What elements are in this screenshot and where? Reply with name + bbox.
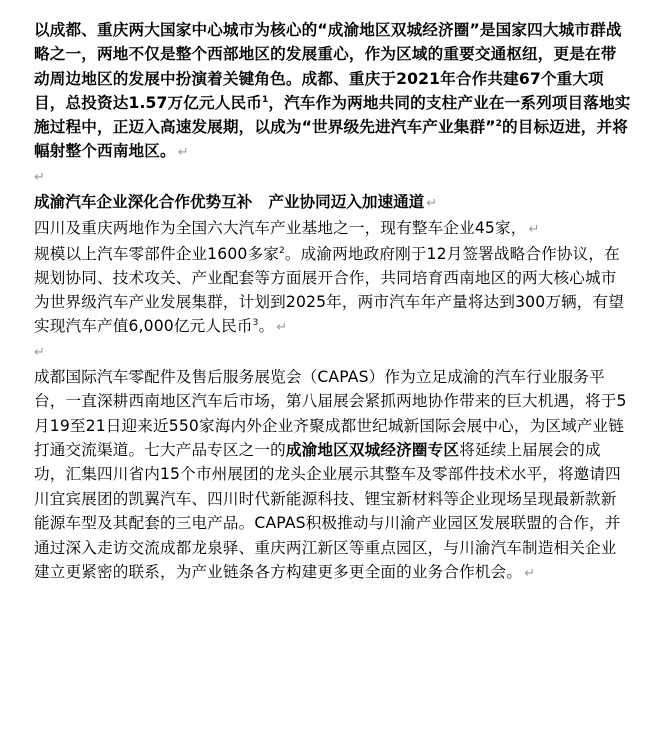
paragraph-mark-icon: ↵ bbox=[34, 169, 45, 185]
intro-text-c: 的目标迈进，并将幅射整个西南地区。 bbox=[34, 118, 628, 161]
paragraph-mark-icon: ↵ bbox=[426, 196, 438, 212]
footnote-ref: 1 bbox=[262, 94, 269, 105]
footnote-ref: 2 bbox=[495, 119, 503, 129]
line-break-mark-icon: ↵ bbox=[528, 222, 540, 238]
section-heading-right: 产业协同迈入加速通道 bbox=[268, 193, 425, 212]
section-heading bbox=[34, 190, 632, 216]
intro-text-a: 以成都、重庆两大国家中心城市为核心的“成渝地区双城经济圈”是国家四大城市群战略之一，两地不仅是整个西部地区的发展重心，作为区域的重要交通枢纽，更是在带动周边地区的发展中扮演着关键角色。成都、重庆于2021年合作共建67个重大项目，总投资达1.57万亿元人民币 bbox=[34, 21, 622, 112]
para3-text-b: 将延续上届展会的成功，汇集四川省内15个市州展团的龙头企业展示其整车及零部件技术水平，将邀请四川宜宾展团的凯翼汽车、四川时代新能源科技、锂宝新材料等企业现场呈现最新款新能源车型及其配套的三电产品。CAPAS积极推动与川渝产业园区发展联盟的合作，并通过深入走访交流成都龙泉驿、重庆两江新区等重点园区，与川渝汽车制造相关企业建立更紧密的联系，为产业链条各方构建更多更全面的业务合作机会。 bbox=[34, 441, 621, 582]
body-paragraph-capas bbox=[34, 365, 632, 587]
body-paragraph-industry bbox=[34, 216, 632, 340]
footnote-ref: 2 bbox=[278, 245, 285, 256]
paragraph-mark-icon: ↵ bbox=[524, 566, 536, 582]
intro-text-b: ，汽车作为两地共同的支柱产业在一系列项目落地实施过程中，正迈入高速发展期，以成为“世界级先进汽车产业集群” bbox=[34, 93, 631, 137]
empty-line bbox=[34, 341, 632, 365]
footnote-ref: 3 bbox=[252, 318, 259, 329]
empty-line bbox=[34, 166, 632, 190]
para2-text-b: 。成渝两地政府刚于12月签署战略合作协议，在规划协同、技术攻关、产业配套等方面展开合作，共同培育西南地区的两大核心城市为世界级汽车产业发展集群，计划到2025年，两市汽车年产量将达到300万辆，有望实现汽车产值6,000亿元人民币 bbox=[34, 245, 625, 336]
zone-highlight: 成渝地区双城经济圈专区 bbox=[285, 441, 460, 460]
para3-text-a: 成都国际汽车零配件及售后服务展览会（CAPAS）作为立足成渝的汽车行业服务平台，一直深耕西南地区汽车后市场，第八届展会紧抓两地协作带来的巨大机遇，将于5月19至21日迎来近550家海内外企业齐聚成都世纪城新国际会展中心，为区域产业链打通交流渠道。七大产品专区之一的 bbox=[34, 367, 627, 460]
intro-paragraph bbox=[34, 18, 632, 166]
para2-line1: 四川及重庆两地作为全国六大汽车产业基地之一，现有整车企业45家， bbox=[34, 219, 527, 238]
paragraph-mark-icon: ↵ bbox=[34, 344, 45, 360]
para2-text-a: 规模以上汽车零部件企业1600多家 bbox=[34, 245, 279, 264]
section-heading-left: 成渝汽车企业深化合作优势互补 bbox=[34, 193, 253, 212]
paragraph-mark-icon: ↵ bbox=[276, 320, 288, 336]
document-body bbox=[34, 18, 632, 587]
para2-text-c: 。 bbox=[258, 317, 275, 336]
paragraph-mark-icon: ↵ bbox=[177, 145, 189, 161]
